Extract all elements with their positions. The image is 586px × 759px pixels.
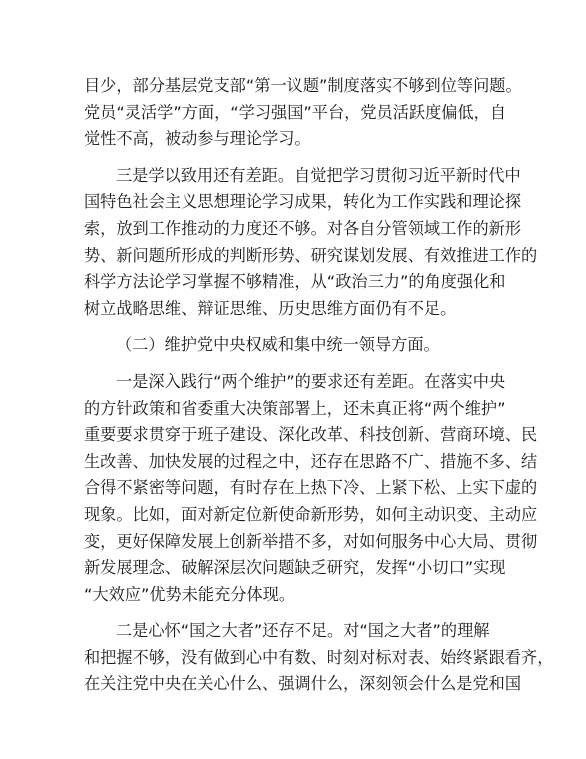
text-line: （二）维护党中央权威和集中统一领导方面。 (116, 335, 440, 355)
text-line: 索，放到工作推动的力度还不够。对各自分管领域工作的新形 (84, 218, 522, 238)
text-line: 目少，部分基层党支部“第一议题”制度落实不够到位等问题。 (84, 76, 522, 95)
text-line: 新发展理念、破解深层次问题缺乏研究，发挥“小切口”实现 (84, 558, 506, 578)
text-line: 现象。比如，面对新定位新使命新形势，如何主动识变、主动应 (84, 504, 538, 524)
text-line: 树立战略思维、辩证思维、历史思维方面仍有不足。 (84, 298, 457, 318)
document-page (84, 73, 554, 698)
text-line: 党员“灵活学”方面，“学习强国”平台，党员活跃度偏低，自 (84, 102, 507, 122)
paragraph-national-priorities (84, 618, 554, 698)
text-line: 生改善、加快发展的过程之中，还存在思路不广、措施不多、结 (84, 451, 538, 471)
paragraph-study-application (84, 163, 538, 323)
text-line: “大效应”优势未能充分体现。 (84, 584, 296, 604)
text-line: 势、新问题所形成的判断形势、研究谋划发展、有效推进工作的 (84, 245, 538, 265)
text-line: 国特色社会主义思想理论学习成果，转化为工作实践和理论探 (84, 192, 522, 212)
text-line: 合得不紧密等问题，有时存在上热下冷、上紧下松、上实下虚的 (84, 478, 538, 498)
paragraph-two-safeguards (84, 369, 538, 608)
text-line: 觉性不高，被动参与理论学习。 (84, 129, 311, 149)
text-line: 科学方法论学习掌握不够精准，从“政治三力”的角度强化和 (84, 272, 506, 292)
text-line: 和把握不够，没有做到心中有数、时刻对标对表、始终紧跟看齐， (84, 647, 554, 667)
text-line: 二是心怀“国之大者”还存不足。对“国之大者”的理解 (116, 621, 490, 641)
text-line: 三是学以致用还有差距。自觉把学习贯彻习近平新时代中 (116, 165, 521, 185)
text-line: 一是深入践行“两个维护”的要求还有差距。在落实中央 (116, 371, 506, 391)
paragraph-continuation (84, 73, 522, 153)
text-line: 在关注党中央在关心什么、强调什么，深刻领会什么是党和国 (84, 674, 522, 694)
section-heading (84, 332, 504, 359)
text-line: 的方针政策和省委重大决策部署上，还未真正将“两个维护” (84, 398, 506, 418)
text-line: 重要要求贯穿于班子建设、深化改革、科技创新、营商环境、民 (84, 425, 538, 445)
text-line: 变，更好保障发展上创新举措不多，对如何服务中心大局、贯彻 (84, 531, 538, 551)
